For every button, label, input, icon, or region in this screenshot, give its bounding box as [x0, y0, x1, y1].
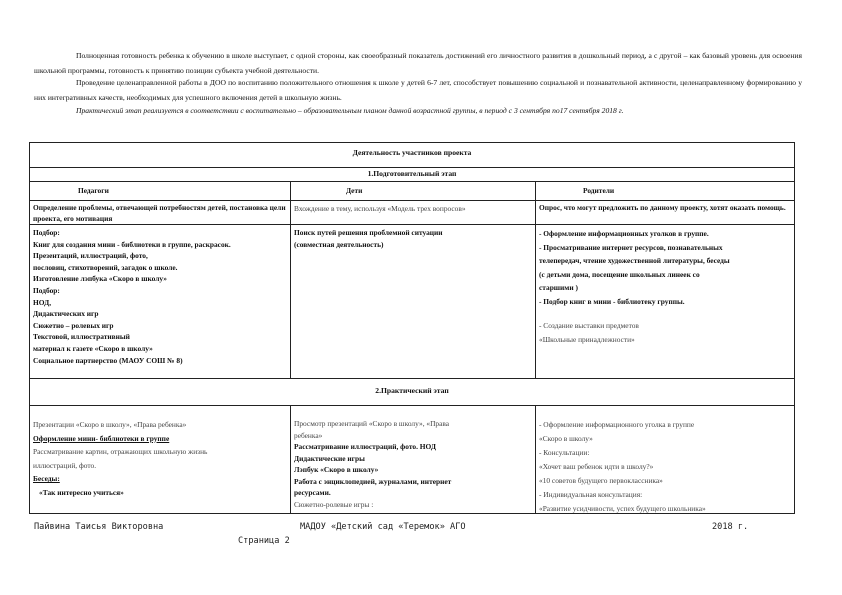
prep-teachers-line: пословиц, стихотворений, загадок о школе. — [33, 262, 178, 272]
practice-teachers-line: иллюстраций, фото. — [33, 460, 97, 470]
practice-parents — [536, 406, 794, 513]
prep-parents — [536, 225, 794, 378]
practice-children-line: Просмотр презентаций «Скоро в школу», «Права — [294, 419, 450, 428]
prep-parents-line: телепередач, чтение художественной литературы, беседы — [539, 256, 730, 265]
header-teachers: Педагоги — [30, 182, 291, 200]
prep-parents-line: старшими ) — [539, 283, 578, 292]
practice-teachers-line: Оформление мини- библиотеки в группе — [33, 433, 170, 443]
footer-organization: МАДОУ «Детский сад «Теремок» АГО — [300, 522, 466, 532]
prep-teachers-line: Сюжетно – ролевых игр — [33, 320, 114, 330]
prep-parents-line: (с детьми дома, посещение школьных линеек со — [539, 269, 700, 279]
prep-teachers-line: Социальное партнерство (МАОУ СОШ № 8) — [33, 355, 183, 365]
practice-children-line: ребенка» — [294, 430, 323, 440]
practice-parents-line: «10 советов будущего первоклассника» — [539, 476, 663, 485]
practice-row — [30, 406, 794, 513]
footer-author: Пайвина Таисья Викторовна — [34, 522, 164, 532]
footer-year: 2018 г. — [712, 522, 749, 532]
practice-parents-line: - Индивидуальная консультация: — [539, 490, 643, 499]
prep-teachers-line: Презентаций, иллюстраций, фото, — [33, 251, 148, 261]
goals-teachers: Определение проблемы, отвечающей потребностям детей, постановка цели проекта, его мотивация — [30, 201, 291, 224]
practice-teachers-line: Рассматривание картин, отражающих школьную жизнь — [33, 447, 208, 456]
practice-parents-line: «Скоро в школу» — [539, 434, 593, 443]
prep-teachers-line: Книг для создания мини - библиотеки в группе, раскрасок. — [33, 239, 231, 249]
prep-parents-line: - Оформление информационных уголков в группе. — [539, 229, 709, 238]
column-headers-row — [30, 182, 794, 201]
footer-page-number: Страница 2 — [238, 536, 290, 546]
practice-parents-line: - Консультации: — [539, 448, 590, 457]
prep-parents-line — [539, 308, 791, 319]
goals-row — [30, 201, 794, 225]
stage-2-header: 2.Практический этап — [30, 379, 794, 406]
practice-children-line: Сюжетно-ролевые игры : — [294, 499, 374, 509]
prep-children — [291, 225, 536, 378]
practice-teachers-line: Презентации «Скоро в школу», «Права ребенка» — [33, 420, 187, 429]
practice-children-line: Дидактические игры — [294, 453, 365, 463]
practice-parents-line: «Развитие усидчивости, успех будущего школьника» — [539, 504, 706, 513]
table-title: Деятельность участников проекта — [30, 143, 794, 168]
intro-paragraph-1: Полноценная готовность ребенка к обучению в школе выступает, с одной стороны, как своеобразный показатель достижений его личностного развития в дошкольный период, а с другой – как базовый уровень для освоения школьной программы, готовность к принятию позиции субъекта учебной деятельности. — [34, 51, 802, 75]
practice-children — [291, 406, 536, 513]
practice-children-line: Работа с энциклопедией, журналами, интернет — [294, 476, 452, 486]
prep-teachers-line: Изготовление лэпбука «Скоро в школу» — [33, 274, 167, 284]
prep-teachers-line: Дидактических игр — [33, 309, 99, 319]
practice-children-line: Рассматривание иллюстраций, фото. НОД — [294, 442, 437, 451]
header-children: Дети — [291, 182, 536, 200]
prep-teachers-line: Текстовой, иллюстративный — [33, 332, 130, 342]
practice-teachers-line: Беседы: — [33, 474, 60, 483]
practice-parents-line: «Хочет ваш ребенок идти в школу?» — [539, 462, 654, 471]
preparation-row — [30, 225, 794, 379]
practice-children-line: Лэпбук «Скоро в школу» — [294, 465, 379, 474]
header-parents: Родители — [583, 186, 615, 195]
practice-teachers — [30, 406, 291, 513]
prep-teachers — [30, 225, 291, 378]
intro-paragraph-2: Проведение целенаправленной работы в ДОО по воспитанию положительного отношения к школе у детей 6-7 лет, способствует повышению социальной и познавательной активности, целенаправленному формированию у них интегративных качеств, необходимых для успешного включения детей в школьную жизнь. — [34, 78, 802, 102]
intro-paragraph-3: Практический этап реализуется в соответствии с воспитательно – образовательным планом данной возрастной группы, в период с 3 сентября по17 сентября 2018 г. — [76, 106, 624, 115]
prep-teachers-line: НОД, — [33, 297, 52, 307]
prep-parents-line: - Создание выставки предметов — [539, 321, 639, 330]
prep-children-line: Поиск путей решения проблемной ситуации — [294, 228, 443, 237]
stage-1-header: 1.Подготовительный этап — [30, 168, 794, 182]
practice-children-line: ресурсами. — [294, 488, 331, 497]
goals-children: Вхождение в тему, используя «Модель трех вопросов» — [291, 201, 536, 224]
prep-teachers-line: Подбор: — [33, 285, 60, 295]
prep-parents-line: - Просматривание интернет ресурсов, познавательных — [539, 242, 723, 252]
practice-parents-line: - Оформление информационного уголка в группе — [539, 420, 695, 429]
prep-parents-line: - Подбор книг в мини - библиотеку группы. — [539, 296, 685, 306]
prep-teachers-line: материал к газете «Скоро в школу» — [33, 343, 153, 353]
activity-table — [29, 142, 795, 514]
prep-parents-line: «Школьные принадлежности» — [539, 334, 635, 344]
practice-teachers-line: «Так интересно учиться» — [39, 487, 124, 497]
prep-teachers-line: Подбор: — [33, 228, 60, 237]
prep-children-line: (совместная деятельность) — [294, 239, 384, 249]
goals-parents: Опрос, что могут предложить по данному проекту, хотят оказать помощь. — [539, 203, 786, 212]
